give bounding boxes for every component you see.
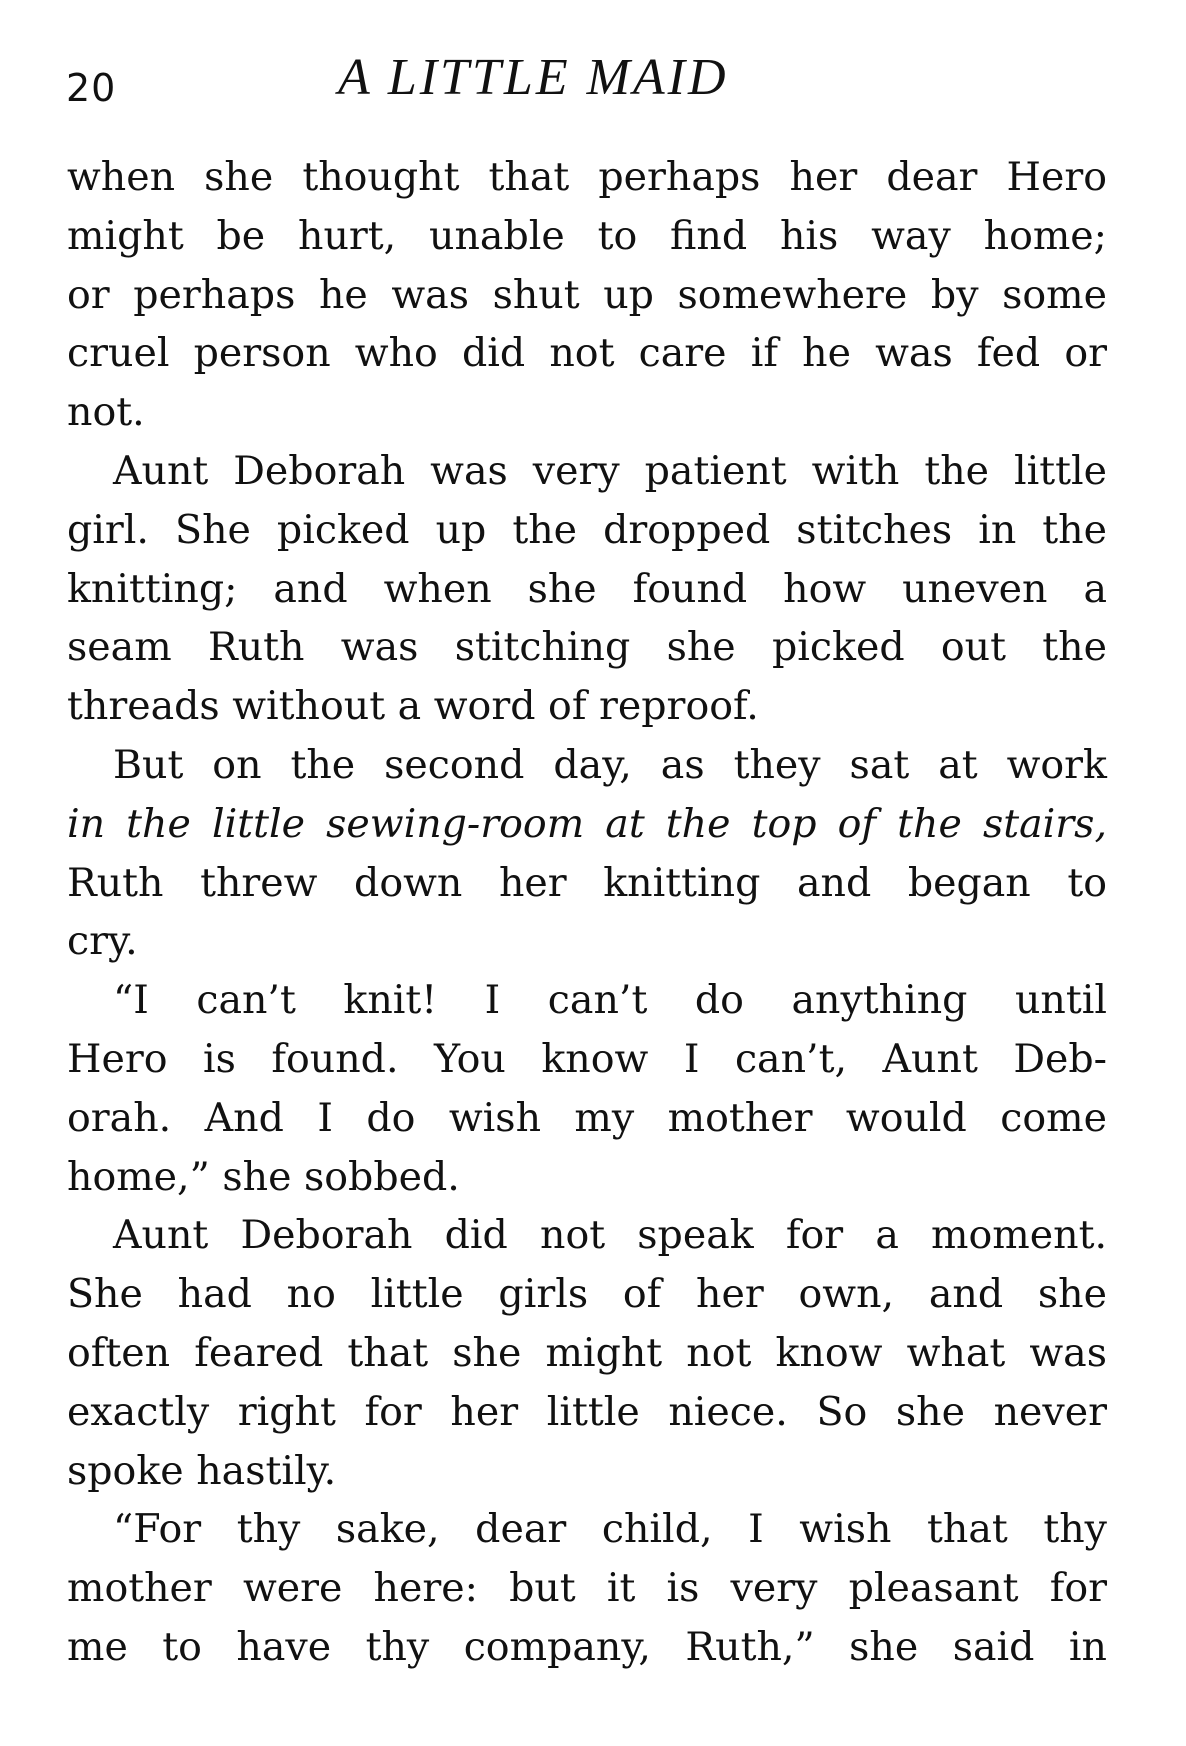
paragraph	[67, 971, 1107, 1206]
text-line: Ruth threw down her knitting and began to	[67, 859, 1107, 906]
text-line: or perhaps he was shut up somewhere by some	[67, 271, 1107, 318]
page-number: 20	[66, 66, 117, 110]
running-title: A LITTLE MAID	[338, 49, 729, 106]
body-text	[67, 148, 1107, 1677]
paragraph	[67, 148, 1107, 442]
text-line: Aunt Deborah was very patient with the little	[113, 447, 1107, 494]
text-line: spoke hastily.	[67, 1447, 337, 1494]
text-line: me to have thy company, Ruth,” she said in	[67, 1623, 1107, 1670]
text-line: But on the second day, as they sat at work	[113, 741, 1107, 788]
text-line: “I can’t knit! I can’t do anything until	[113, 977, 1107, 1024]
text-line: girl. She picked up the dropped stitches in the	[67, 506, 1107, 553]
text-line: might be hurt, unable to find his way home;	[67, 212, 1107, 259]
paragraph	[67, 1500, 1107, 1676]
paragraph	[67, 1206, 1107, 1500]
text-line: home,” she sobbed.	[67, 1153, 460, 1200]
text-line: cry.	[67, 918, 138, 965]
text-line: She had no little girls of her own, and she	[67, 1271, 1107, 1318]
text-line: cruel person who did not care if he was fed or	[67, 330, 1107, 377]
paragraph	[67, 736, 1107, 971]
text-line: when she thought that perhaps her dear Hero	[67, 154, 1107, 200]
text-line: “For thy sake, dear child, I wish that thy	[113, 1506, 1107, 1553]
text-line: exactly right for her little niece. So she never	[67, 1388, 1107, 1435]
text-line: orah. And I do wish my mother would come	[67, 1094, 1107, 1141]
paragraph	[67, 442, 1107, 736]
text-line: Aunt Deborah did not speak for a moment.	[113, 1212, 1107, 1259]
text-line: seam Ruth was stitching she picked out the	[67, 624, 1107, 671]
text-line: threads without a word of reproof.	[67, 683, 759, 730]
text-line: knitting; and when she found how uneven a	[67, 565, 1107, 612]
text-line: in the little sewing-room at the top of the stairs,	[67, 800, 1107, 847]
text-line: mother were here: but it is very pleasant for	[67, 1565, 1107, 1612]
page-header	[66, 48, 1106, 118]
text-line: often feared that she might not know what was	[67, 1329, 1107, 1376]
text-line: not.	[67, 389, 145, 436]
text-line: Hero is found. You know I can’t, Aunt Deb-	[67, 1035, 1107, 1082]
